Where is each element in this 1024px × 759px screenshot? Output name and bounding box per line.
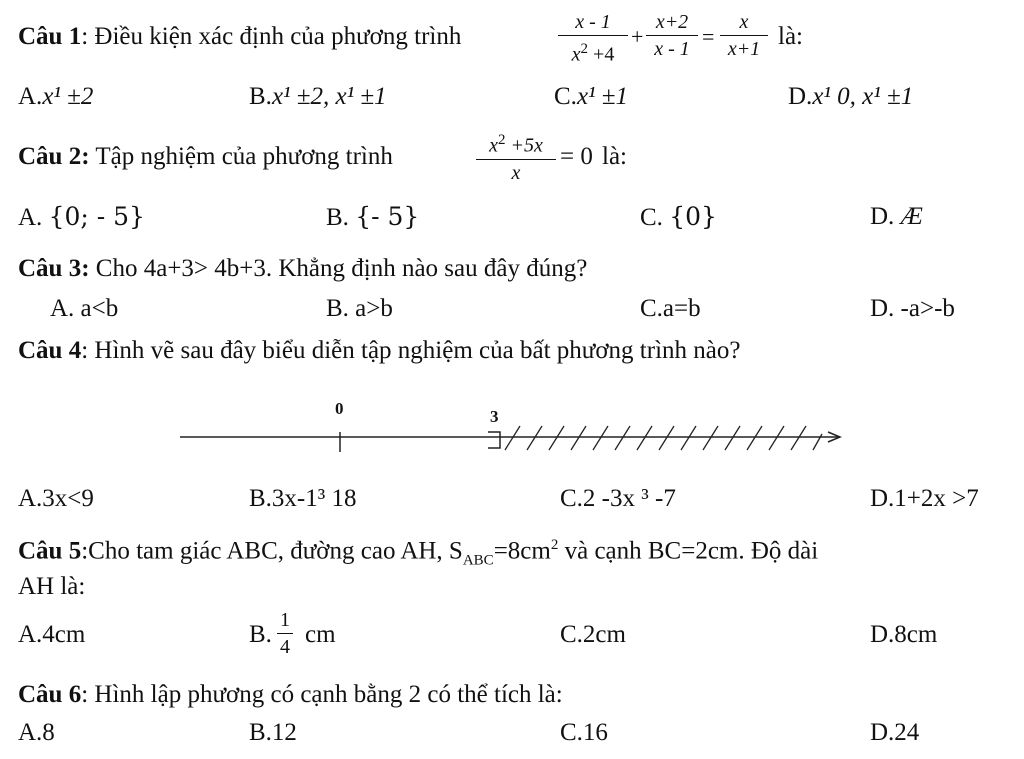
- q1-frac1-numerator: x - 1: [575, 11, 611, 33]
- q2-frac-denominator: x: [511, 161, 521, 184]
- axis-label-three: 3: [490, 407, 499, 426]
- q4-text: : Hình vẽ sau đây biểu diễn tập nghiệm của bất phương trình nào?: [81, 337, 741, 364]
- q1-tail: là:: [778, 23, 803, 50]
- q3-option-d[interactable]: D. -a>-b: [870, 295, 955, 322]
- q1-label: Câu 1: [18, 23, 82, 50]
- q3-prompt: [18, 254, 587, 284]
- q2-fraction: [476, 128, 556, 185]
- q6-text: : Hình lập phương có cạnh bằng 2 có thể tích là:: [81, 681, 563, 708]
- q4-option-d[interactable]: D.1+2x >7: [870, 485, 979, 512]
- q1-option-b[interactable]: B.x¹ ±2, x¹ ±1: [249, 83, 387, 110]
- q6-prompt: [18, 680, 563, 710]
- q1-option-c[interactable]: C.x¹ ±1: [554, 83, 628, 110]
- q1-frac2-denominator: x - 1: [654, 38, 690, 60]
- axis-label-zero: 0: [335, 399, 344, 418]
- q1-frac2-numerator: x+2: [655, 11, 689, 33]
- q1-frac1-denominator: $x^2 +4$: [571, 41, 615, 66]
- q1-option-a[interactable]: A.x¹ ±2: [18, 83, 94, 110]
- q2-prompt: [18, 142, 393, 172]
- q5-label: Câu 5: [18, 537, 82, 565]
- q1-option-d[interactable]: D.x¹ 0, x¹ ±1: [788, 83, 914, 110]
- q5-option-b[interactable]: B. 1 4 cm: [249, 609, 336, 658]
- q3-text: Cho 4a+3> 4b+3. Khẳng định nào sau đây đúng?: [89, 255, 588, 282]
- q6-option-d[interactable]: D.24: [870, 719, 920, 746]
- q3-option-b[interactable]: B. a>b: [326, 295, 393, 322]
- q1-fraction-3: [720, 10, 768, 61]
- q1-prompt: [18, 22, 461, 52]
- q5-option-b-fraction: 1 4: [277, 608, 293, 659]
- q2-option-a[interactable]: A. {0; - 5}: [18, 202, 145, 231]
- q3-option-a[interactable]: A. a<b: [50, 295, 119, 322]
- hatched-region: [505, 426, 822, 450]
- q4-label: Câu 4: [18, 337, 82, 364]
- q5-prompt: Câu 5:Cho tam giác ABC, đường cao AH, $S_{ABC}=8cm^2$ và cạnh BC=2cm. Độ dài: [18, 537, 819, 569]
- q2-frac-numerator: $x^2 +5x$: [489, 132, 543, 157]
- q6-label: Câu 6: [18, 681, 82, 708]
- q4-option-c[interactable]: C.2 -3x ³ -7: [560, 485, 676, 512]
- q1-fraction-2: [646, 10, 698, 61]
- q1-fraction-1: [558, 10, 628, 67]
- q2-equals-zero: = 0: [560, 143, 593, 170]
- q2-tail: là:: [602, 143, 627, 170]
- q2-label: Câu 2:: [18, 143, 90, 170]
- q2-option-b[interactable]: B. {- 5}: [326, 202, 420, 231]
- q1-equals-sign: =: [702, 24, 715, 49]
- q5-option-c[interactable]: C.2cm: [560, 621, 626, 648]
- q2-option-d[interactable]: D. Æ: [870, 203, 923, 230]
- q1-text: : Điều kiện xác định của phương trình: [81, 23, 462, 50]
- q2-text: Tập nghiệm của phương trình: [89, 143, 393, 170]
- bracket-at-three: [488, 432, 500, 448]
- q5-option-d[interactable]: D.8cm: [870, 621, 938, 648]
- q6-option-a[interactable]: A.8: [18, 719, 55, 746]
- q6-option-b[interactable]: B.12: [249, 719, 297, 746]
- q1-frac3-numerator: x: [739, 11, 749, 33]
- q4-prompt: [18, 336, 740, 366]
- q1-frac3-denominator: x+1: [727, 38, 761, 60]
- q5-option-a[interactable]: A.4cm: [18, 621, 86, 648]
- q4-number-line: [0, 390, 1024, 470]
- q2-option-c[interactable]: C. {0}: [640, 202, 717, 231]
- q4-option-a[interactable]: A.3x<9: [18, 485, 94, 512]
- q1-plus-sign: +: [631, 24, 644, 49]
- q5-prompt-line2: AH là:: [18, 573, 86, 600]
- q3-option-c[interactable]: C.a=b: [640, 295, 701, 322]
- q6-option-c[interactable]: C.16: [560, 719, 608, 746]
- q4-option-b[interactable]: B.3x-1³ 18: [249, 485, 357, 512]
- q3-label: Câu 3:: [18, 255, 90, 282]
